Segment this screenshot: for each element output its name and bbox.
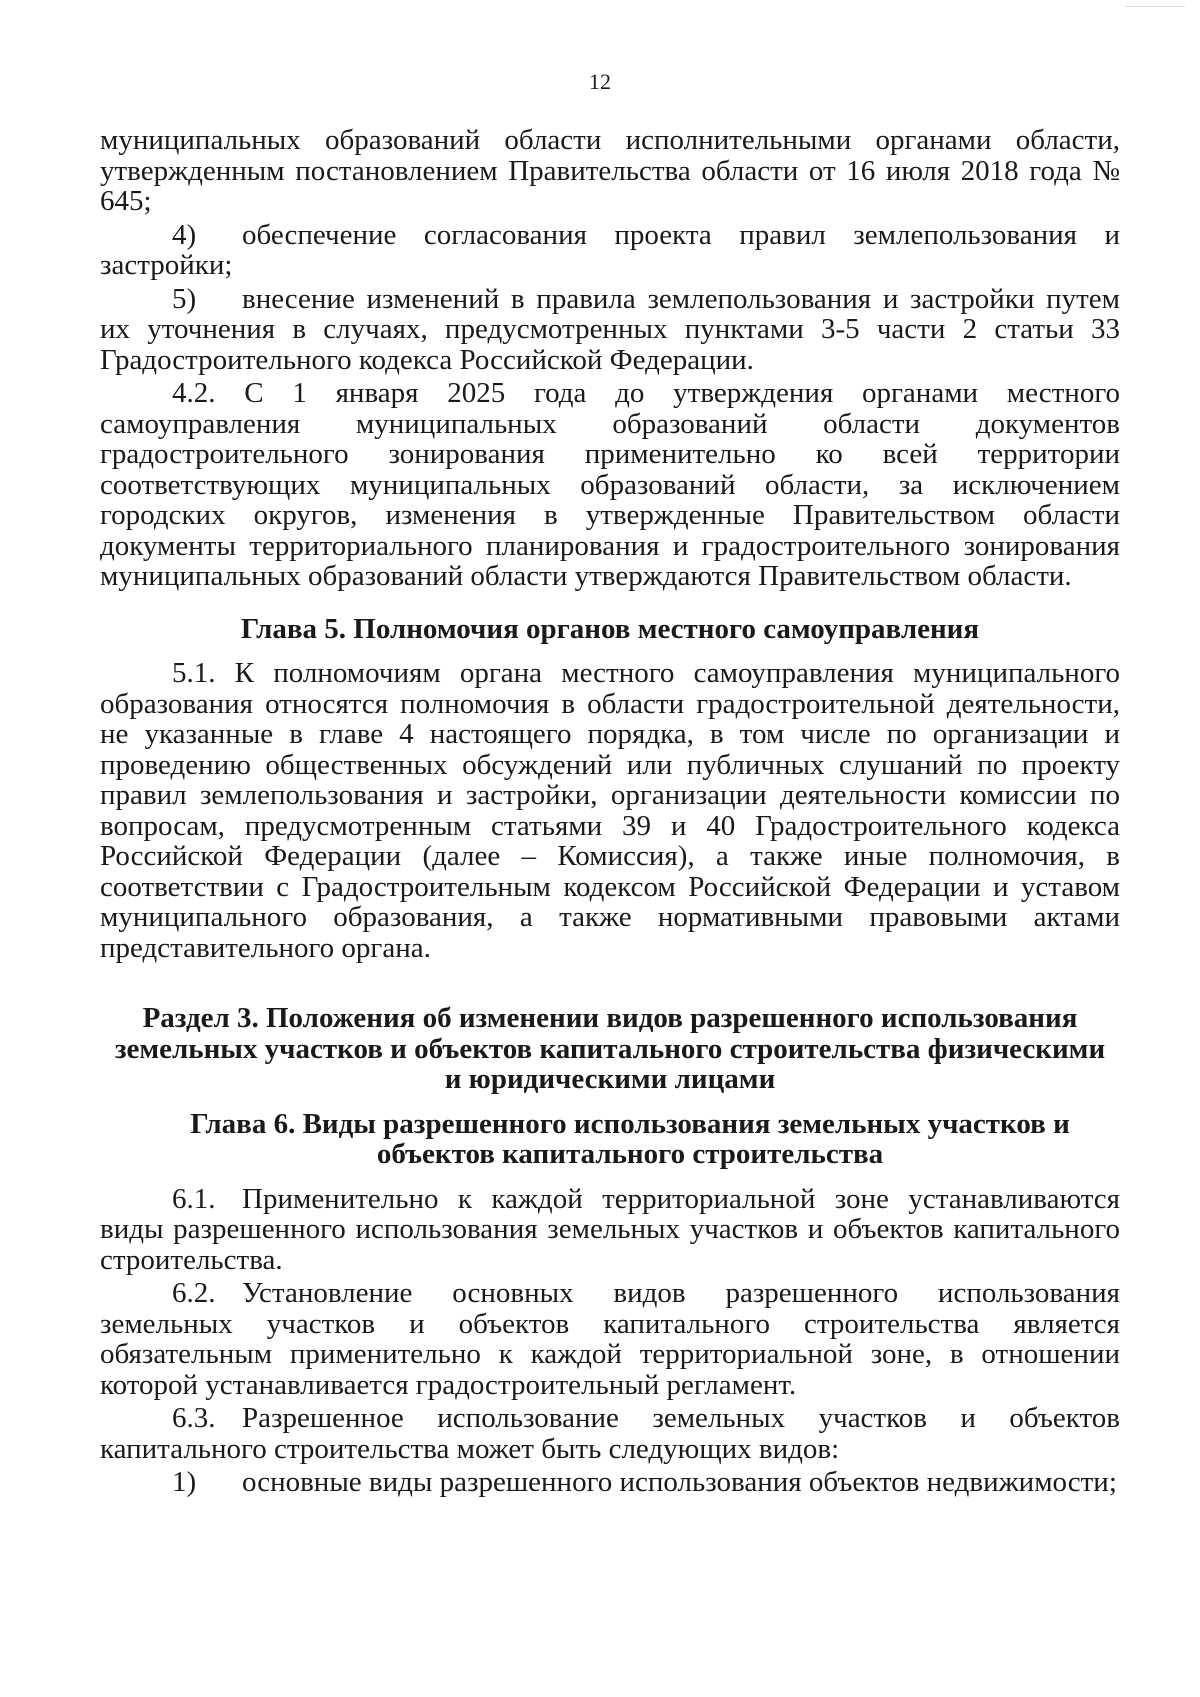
chapter-5-heading: Глава 5. Полномочия органов местного самоуправления <box>240 612 980 645</box>
list-item-number: 4) <box>172 218 197 251</box>
chapter-6-heading: Глава 6. Виды разрешенного использования земельных участков и объектов капитального строительства <box>190 1107 1070 1170</box>
paragraph-text: Применительно к каждой территориальной зоне устанавливаются виды разрешенного использования земельных участков и объектов капитального строительства. <box>100 1182 1120 1276</box>
list-item-number: 5) <box>172 282 197 315</box>
list-item-4 <box>100 220 1120 281</box>
list-item-text: внесение изменений в правила землепользования и застройки путем их уточнения в случаях, предусмотренных пунктами 3-5 части 2 статьи 33 Градостроительного кодекса Российской Федерации. <box>100 282 1120 376</box>
paragraph-text: Установление основных видов разрешенного использования земельных участков и объектов капитального строительства является обязательным применительно к каждой территориальной зоне, в отношении которой устанавливается градостроительный регламент. <box>100 1277 1120 1401</box>
list-item-text: обеспечение согласования проекта правил землепользования и застройки; <box>100 218 1120 281</box>
paragraph-6-3 <box>100 1403 1120 1464</box>
paragraph-continuation: муниципальных образований области исполнительными органами области, утвержденным постановлением Правительства области от 16 июля 2018 года № 645; <box>100 124 1120 217</box>
paragraph-4-2: 4.2. С 1 января 2025 года до утверждения органами местного самоуправления муниципальных образований области документов градостроительного зонирования применительно ко всей территории соответствующих муниципальных образований области, за исключением городских округов, изменения в утвержденные Правительством области документы территориального планирования и градостроительного зонирования муниципальных образований области утверждаются Правительством области. <box>100 377 1120 592</box>
paragraph-text: Разрешенное использование земельных участков и объектов капитального строительства может быть следующих видов: <box>100 1402 1120 1465</box>
paragraph-number: 6.2. <box>172 1277 216 1309</box>
list-item-number: 1) <box>172 1466 197 1498</box>
list-item-5 <box>100 284 1120 376</box>
scan-artifact <box>1125 0 1185 7</box>
paragraph-6-1 <box>100 1184 1120 1276</box>
list-item-1 <box>100 1467 1120 1498</box>
page-number: 12 <box>589 69 611 94</box>
section-3-heading: Раздел 3. Положения об изменении видов разрешенного использования земельных участков и объектов капитального строительства физическими и юридическими лицами <box>114 1002 1106 1095</box>
paragraph-number: 6.3. <box>172 1402 216 1434</box>
paragraph-number: 6.1. <box>172 1182 216 1215</box>
page-content <box>100 125 1120 1501</box>
paragraph-5-1: 5.1. К полномочиям органа местного самоуправления муниципального образования относятся полномочия в области градостроительной деятельности, не указанные в главе 4 настоящего порядка, в том числе по организации и проведению общественных обсуждений или публичных слушаний по проекту правил землепользования и застройки, организации деятельности комиссии по вопросам, предусмотренным статьями 39 и 40 Градостроительного кодекса Российской Федерации (далее – Комиссия), а также иные полномочия, в соответствии с Градостроительным кодексом Российской Федерации и уставом муниципального образования, а также нормативными правовыми актами представительного органа. <box>100 657 1120 964</box>
paragraph-6-2 <box>100 1278 1120 1400</box>
list-item-text: основные виды разрешенного использования объектов недвижимости; <box>242 1466 1117 1498</box>
